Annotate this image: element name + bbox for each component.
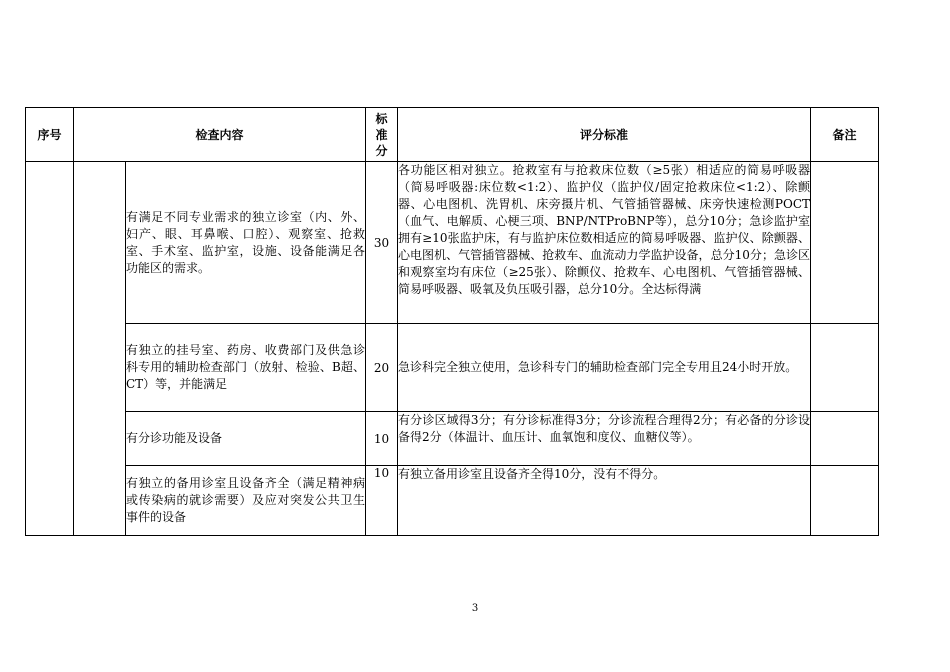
criteria-cell	[398, 412, 811, 466]
content-cell	[126, 162, 366, 324]
table-row	[26, 412, 879, 466]
criteria-text: 各功能区相对独立。抢救室有与抢救床位数（≥5张）相适应的简易呼吸器（简易呼吸器:床位数<1:2）、监护仪（监护仪/固定抢救床位<1:2）、除颤器、心电图机、洗胃机、床旁摄片机、气管插管器械、床旁快速检测POCT（血气、电解质、心梗三项、BNP/NTProBNP等），总分10分；急诊监护室拥有≥10张监护床，有与监护床位数相适应的简易呼吸器、监护仪、除颤器、心电图机、气管插管器械、抢救车、血流动力学监护设备，总分10分；急诊区和观察室均有床位（≥25张）、除颤仪、抢救车、心电图机、气管插管器械、简易呼吸器、吸氧及负压吸引器，总分10分。全达标得满	[398, 163, 811, 296]
content-text: 有独立的挂号室、药房、收费部门及供急诊科专用的辅助检查部门（放射、检验、B超、CT）等，并能满足	[126, 343, 366, 391]
criteria-cell	[398, 466, 811, 536]
remark-cell	[811, 324, 879, 412]
category-cell	[74, 162, 126, 536]
header-score-line: 分	[375, 143, 388, 158]
table-row	[26, 466, 879, 536]
criteria-cell	[398, 324, 811, 412]
criteria-text: 急诊科完全独立使用，急诊科专门的辅助检查部门完全专用且24小时开放。	[398, 360, 798, 374]
header-score-line: 准	[375, 127, 388, 142]
criteria-text: 有独立备用诊室且设备齐全得10分，没有不得分。	[398, 467, 666, 481]
header-score	[366, 108, 398, 162]
table-header-row	[26, 108, 879, 162]
score-cell: 10	[366, 466, 398, 536]
inspection-table	[25, 107, 879, 536]
page-number: 3	[471, 603, 479, 614]
header-seq: 序号	[26, 108, 74, 162]
content-cell	[126, 324, 366, 412]
score-cell: 20	[366, 324, 398, 412]
header-content: 检查内容	[74, 108, 366, 162]
remark-cell	[811, 412, 879, 466]
remark-cell	[811, 466, 879, 536]
content-text: 有满足不同专业需求的独立诊室（内、外、妇产、眼、耳鼻喉、口腔）、观察室、抢救室、手术室、监护室，设施、设备能满足各功能区的需求。	[126, 209, 366, 275]
header-remark: 备注	[811, 108, 879, 162]
criteria-text: 有分诊区域得3分；有分诊标准得3分；分诊流程合理得2分；有必备的分诊设备得2分（体温计、血压计、血氧饱和度仪、血糖仪等）。	[398, 413, 811, 444]
seq-cell	[26, 162, 74, 536]
score-cell: 30	[366, 162, 398, 324]
content-text: 有分诊功能及设备	[126, 431, 223, 445]
content-cell	[126, 466, 366, 536]
remark-cell	[811, 162, 879, 324]
header-criteria: 评分标准	[398, 108, 811, 162]
score-cell: 10	[366, 412, 398, 466]
table-row	[26, 162, 879, 324]
content-text: 有独立的备用诊室且设备齐全（满足精神病或传染病的就诊需要）及应对突发公共卫生事件的设备	[126, 476, 366, 524]
criteria-cell	[398, 162, 811, 324]
table-row	[26, 324, 879, 412]
content-cell	[126, 412, 366, 466]
header-score-line: 标	[375, 111, 388, 126]
